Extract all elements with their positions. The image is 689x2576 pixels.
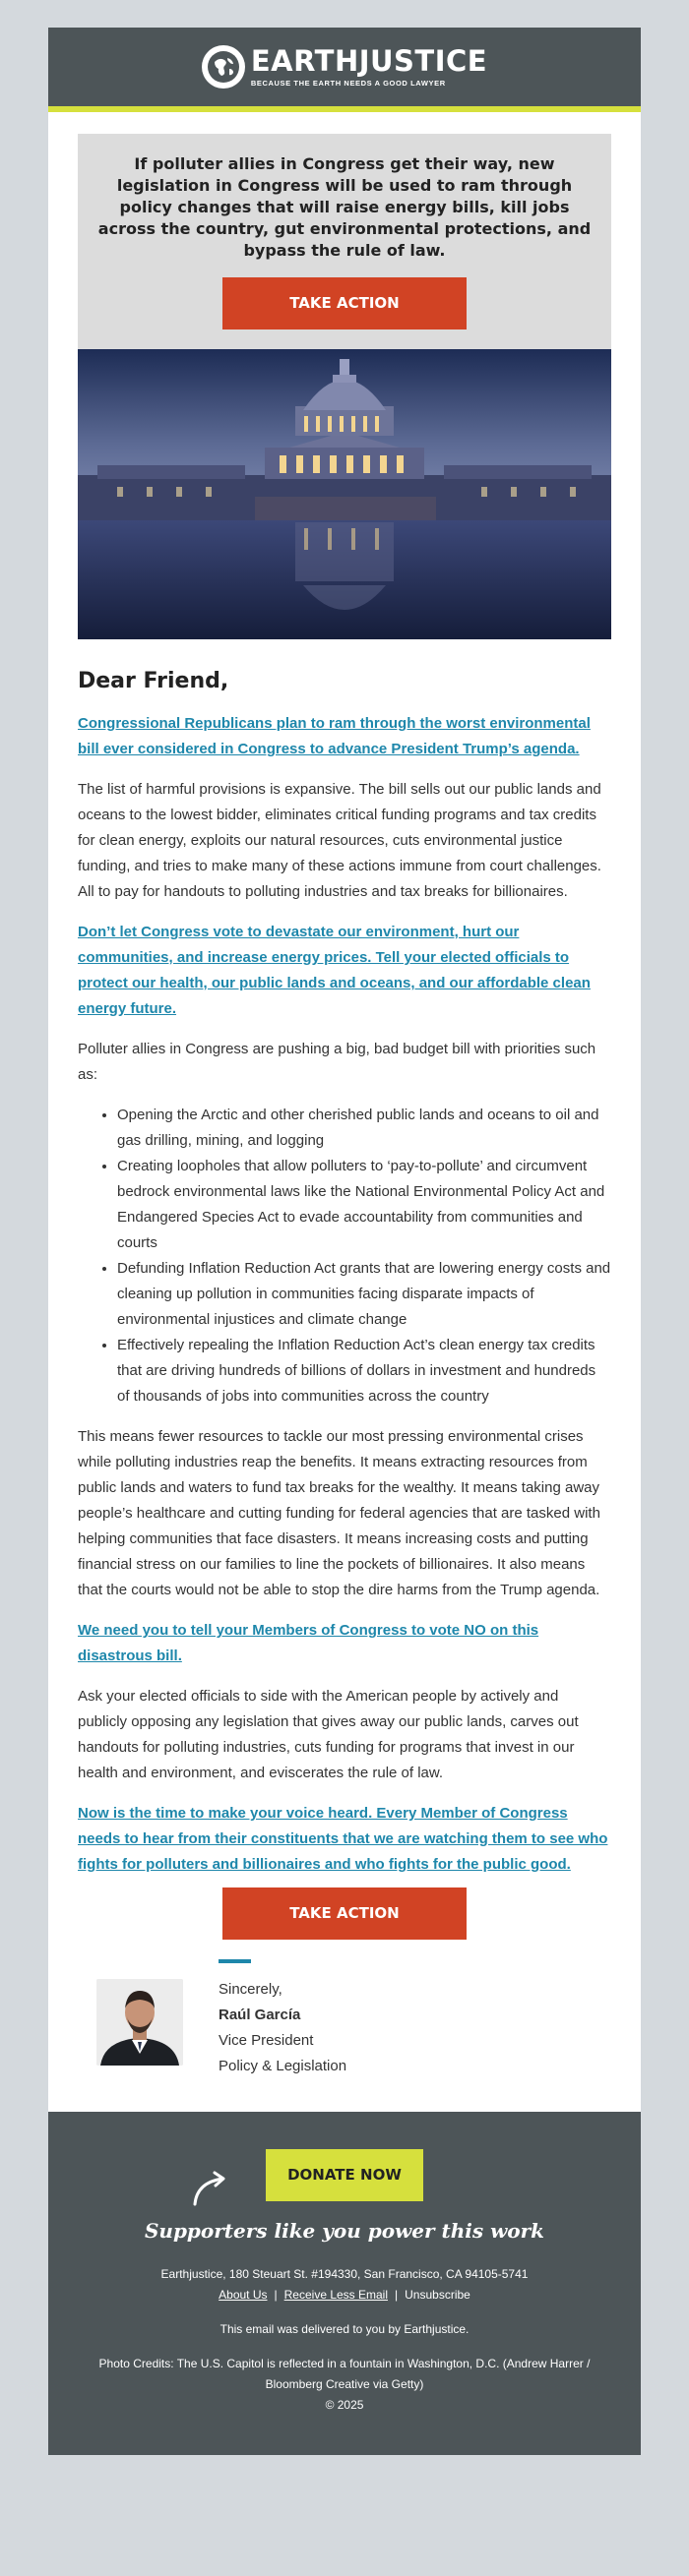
footer-tagline: Supporters like you power this work bbox=[144, 2219, 545, 2243]
take-action-button[interactable]: TAKE ACTION bbox=[222, 277, 467, 329]
list-item: • Opening the Arctic and other cherished public lands and oceans to oil and gas drilling, mining, and logging bbox=[117, 1103, 611, 1154]
greeting: Dear Friend, bbox=[78, 669, 229, 693]
closing: Sincerely, bbox=[219, 1981, 282, 1998]
signature-block bbox=[78, 1959, 611, 2112]
bill-link[interactable]: Congressional Republicans plan to ram through the worst environmental bill ever considered in Congress to advance President Trump’s agenda. bbox=[78, 715, 591, 757]
tell-officials-link[interactable]: Don’t let Congress vote to devastate our environment, hurt our communities, and increase energy prices. Tell your elected officials to protect our health, our public lands and oceans, and our affordable clean energy future. bbox=[78, 924, 591, 1017]
list-item: • Effectively repealing the Inflation Reduction Act’s clean energy tax credits that are driving hundreds of billions of dollars in investment and hundreds of thousands of jobs into communities across the country bbox=[117, 1333, 611, 1409]
photo-credits: Photo Credits: The U.S. Capitol is reflected in a fountain in Washington, D.C. (Andrew Harrer / Bloomberg Creative via Getty) bbox=[98, 2357, 591, 2391]
copyright: © 2025 bbox=[325, 2398, 364, 2412]
signer-department: Policy & Legislation bbox=[219, 2058, 347, 2074]
alert-box bbox=[78, 134, 611, 349]
priorities-list bbox=[78, 1103, 611, 1409]
signer-title: Vice President bbox=[219, 2032, 314, 2049]
capitol-photo[interactable] bbox=[78, 349, 611, 639]
paragraph-priorities: Polluter allies in Congress are pushing a big, bad budget bill with priorities such as: bbox=[78, 1041, 596, 1083]
list-item: • Creating loopholes that allow polluters to ‘pay-to-pollute’ and circumvent bedrock environmental laws like the National Environmental Policy Act and Endangered Species Act to evade accountability from communities and courts bbox=[117, 1154, 611, 1256]
alert-text: If polluter allies in Congress get their way, new legislation in Congress will be used to ram through policy changes that will raise energy bills, kill jobs across the country, gut environmental protections, and bypass the rule of law. bbox=[97, 154, 592, 260]
globe-icon bbox=[202, 45, 245, 89]
footer-delivered: This email was delivered to you by Earthjustice. bbox=[219, 2322, 470, 2336]
paragraph-consequences: This means fewer resources to tackle our most pressing environmental crises while polluting industries reap the benefits. It means extracting resources from public lands and waters to fund tax breaks for the wealthy. It means taking away people’s healthcare and cutting funding for federal agencies that are tasked with helping communities that face disasters. It means increasing costs and putting financial stress on our families to line the pockets of billionaires. It also means that the courts would not be able to stop the dire harms from the Trump agenda. bbox=[78, 1428, 600, 1598]
brand-name: EARTHJUSTICE bbox=[250, 43, 488, 78]
footer-address: Earthjustice, 180 Steuart St. #194330, San Francisco, CA 94105-5741 bbox=[160, 2267, 529, 2281]
email-header bbox=[48, 28, 641, 112]
email-container bbox=[48, 28, 641, 2455]
curved-arrow-icon bbox=[191, 2167, 230, 2206]
take-action-button-bottom[interactable]: TAKE ACTION bbox=[222, 1887, 467, 1940]
donate-now-button[interactable]: DONATE NOW bbox=[266, 2149, 423, 2201]
email-footer bbox=[48, 2112, 641, 2455]
brand-tagline: BECAUSE THE EARTH NEEDS A GOOD LAWYER bbox=[250, 78, 446, 88]
earthjustice-logo[interactable] bbox=[202, 45, 487, 89]
paragraph-provisions: The list of harmful provisions is expansive. The bill sells out our public lands and oceans to the lowest bidder, eliminates critical funding programs and tax credits for clean energy, exploits our natural resources, cuts environmental justice funding, and tries to make many of these actions immune from court challenges. All to pay for handouts to polluting industries and tax breaks for billionaires. bbox=[78, 781, 601, 900]
signature-divider bbox=[219, 1959, 251, 1963]
voice-heard-link[interactable]: Now is the time to make your voice heard. Every Member of Congress needs to hear from their constituents that we are watching them to see who fights for polluters and billionaires and who fights for the public good. bbox=[78, 1805, 608, 1873]
receive-less-email-link[interactable]: Receive Less Email bbox=[283, 2288, 389, 2302]
list-item: • Defunding Inflation Reduction Act grants that are lowering energy costs and cleaning up pollution in communities facing disparate impacts of environmental injustices and climate change bbox=[117, 1256, 611, 1333]
unsubscribe-link[interactable]: Unsubscribe bbox=[405, 2288, 470, 2302]
footer-links: About Us | Receive Less Email | Unsubscribe bbox=[219, 2288, 470, 2302]
avatar bbox=[96, 1979, 183, 2066]
about-us-link[interactable]: About Us bbox=[219, 2288, 268, 2302]
paragraph-ask: Ask your elected officials to side with the American people by actively and publicly opposing any legislation that gives away our public lands, carves out handouts for polluting industries, cuts funding for programs that invest in our health and environment, and eviscerates the rule of law. bbox=[78, 1688, 579, 1781]
signer-name: Raúl García bbox=[219, 2007, 301, 2023]
vote-no-link[interactable]: We need you to tell your Members of Congress to vote NO on this disastrous bill. bbox=[78, 1622, 539, 1664]
